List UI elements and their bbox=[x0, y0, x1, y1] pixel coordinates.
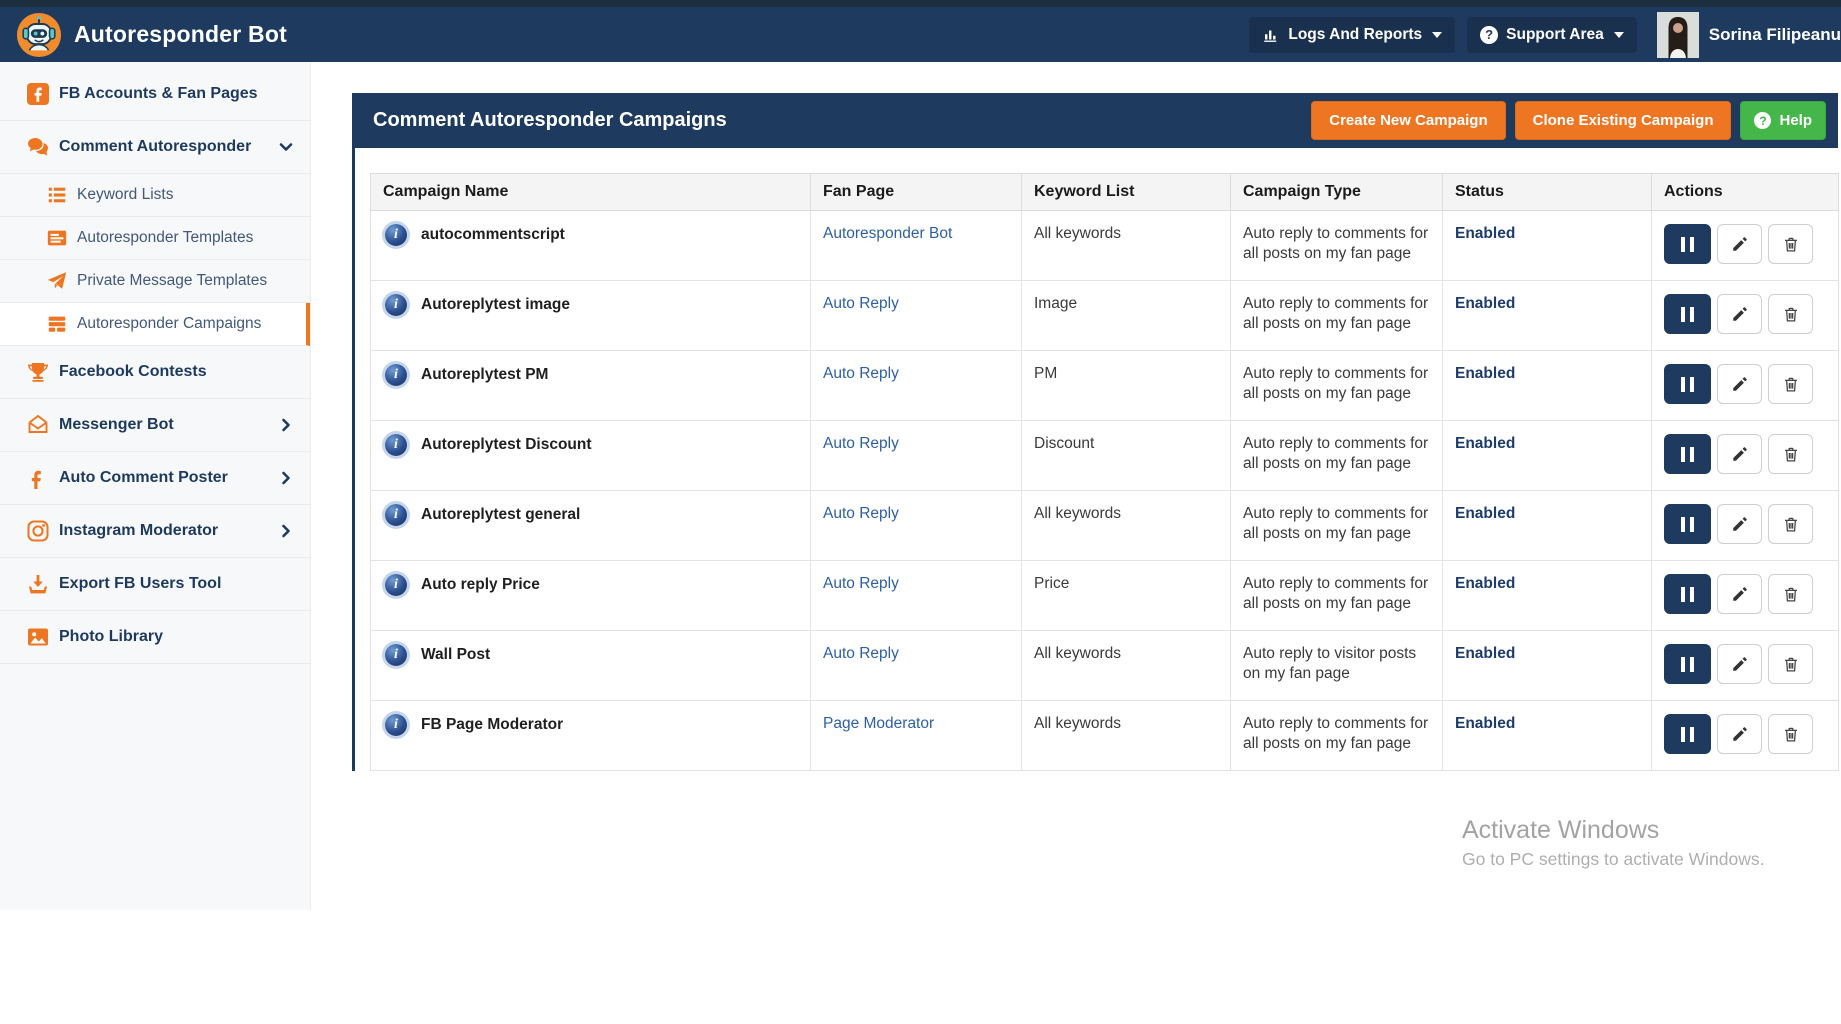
campaign-name: FB Page Moderator bbox=[421, 716, 564, 734]
button-label: Create New Campaign bbox=[1329, 112, 1488, 129]
pause-icon bbox=[1681, 727, 1694, 742]
campaigns-panel bbox=[352, 93, 1838, 771]
edit-button[interactable] bbox=[1717, 714, 1762, 754]
chevron-right-icon bbox=[278, 523, 294, 539]
page-title: Comment Autoresponder Campaigns bbox=[373, 109, 727, 131]
row-actions bbox=[1664, 644, 1826, 684]
panel-actions bbox=[1311, 101, 1826, 140]
download-tray-icon bbox=[26, 572, 50, 596]
column-header: Actions bbox=[1652, 174, 1839, 211]
row-actions bbox=[1664, 574, 1826, 614]
pause-button[interactable] bbox=[1664, 364, 1711, 404]
avatar bbox=[1657, 12, 1699, 58]
pencil-icon bbox=[1731, 725, 1749, 743]
button-label: Help bbox=[1779, 112, 1812, 129]
fan-page-link[interactable]: Auto Reply bbox=[823, 505, 899, 522]
app-header bbox=[0, 0, 1841, 62]
user-name: Sorina Filipeanu bbox=[1708, 24, 1841, 44]
fan-page-link[interactable]: Auto Reply bbox=[823, 435, 899, 452]
campaign-name: Autoreplytest Discount bbox=[421, 436, 592, 454]
delete-button[interactable] bbox=[1768, 294, 1813, 334]
campaign-type-value: Auto reply to comments for all posts on my fan page bbox=[1243, 295, 1429, 332]
paper-plane-icon bbox=[46, 270, 68, 292]
chevron-down-icon bbox=[1432, 32, 1442, 38]
pencil-icon bbox=[1731, 235, 1749, 253]
table-body bbox=[371, 211, 1839, 771]
status-badge: Enabled bbox=[1455, 365, 1516, 382]
keyword-list-value: PM bbox=[1034, 365, 1058, 382]
comments-icon bbox=[26, 135, 50, 159]
chevron-down-icon bbox=[1614, 32, 1624, 38]
keyword-list-value: Price bbox=[1034, 575, 1070, 592]
campaign-type-value: Auto reply to comments for all posts on my fan page bbox=[1243, 365, 1429, 402]
panel-header bbox=[355, 93, 1838, 148]
status-badge: Enabled bbox=[1455, 715, 1516, 732]
photo-icon bbox=[26, 625, 50, 649]
campaign-name: autocommentscript bbox=[421, 226, 565, 244]
status-badge: Enabled bbox=[1455, 645, 1516, 662]
trash-icon bbox=[1782, 235, 1800, 254]
pencil-icon bbox=[1731, 585, 1749, 603]
pencil-icon bbox=[1731, 305, 1749, 323]
row-actions bbox=[1664, 714, 1826, 754]
sidebar-item-autoresponder-campaigns[interactable]: Autoresponder Campaigns bbox=[0, 303, 310, 346]
campaign-type-value: Auto reply to visitor posts on my fan page bbox=[1243, 645, 1417, 682]
info-icon[interactable] bbox=[385, 294, 407, 316]
column-header: Fan Page bbox=[811, 174, 1022, 211]
info-icon[interactable] bbox=[385, 224, 407, 246]
pencil-icon bbox=[1731, 445, 1749, 463]
delete-button[interactable] bbox=[1768, 434, 1813, 474]
pause-icon bbox=[1681, 587, 1694, 602]
campaign-name: Auto reply Price bbox=[421, 576, 540, 594]
delete-button[interactable] bbox=[1768, 224, 1813, 264]
table-row bbox=[371, 701, 1839, 771]
pencil-icon bbox=[1731, 655, 1749, 673]
row-actions bbox=[1664, 364, 1826, 404]
sidebar-item-comment-autoresponder[interactable]: Comment Autoresponder bbox=[0, 121, 310, 174]
pause-button[interactable] bbox=[1664, 714, 1711, 754]
watermark-line1: Activate Windows bbox=[1462, 816, 1660, 844]
pause-button[interactable] bbox=[1664, 504, 1711, 544]
table-row bbox=[371, 561, 1839, 631]
sidebar-item-auto-comment-poster[interactable]: Auto Comment Poster bbox=[0, 452, 310, 505]
create-new-campaign-button[interactable] bbox=[1311, 101, 1505, 140]
campaign-type-value: Auto reply to comments for all posts on my fan page bbox=[1243, 225, 1429, 262]
column-header: Status bbox=[1443, 174, 1652, 211]
instagram-icon bbox=[26, 519, 50, 543]
table-row bbox=[371, 421, 1839, 491]
campaign-type-value: Auto reply to comments for all posts on my fan page bbox=[1243, 715, 1429, 752]
sidebar-item-autoresponder-templates[interactable]: Autoresponder Templates bbox=[0, 217, 310, 260]
campaign-name: Wall Post bbox=[421, 646, 491, 664]
campaign-name: Autoreplytest PM bbox=[421, 366, 549, 384]
pencil-icon bbox=[1731, 375, 1749, 393]
envelope-icon bbox=[26, 413, 50, 437]
status-badge: Enabled bbox=[1455, 575, 1516, 592]
panel-body bbox=[355, 148, 1838, 771]
keyword-list-value: Discount bbox=[1034, 435, 1095, 452]
robot-logo-icon bbox=[16, 12, 62, 58]
sidebar-item-instagram-moderator[interactable]: Instagram Moderator bbox=[0, 505, 310, 558]
pause-icon bbox=[1681, 307, 1694, 322]
pause-button[interactable] bbox=[1664, 434, 1711, 474]
edit-button[interactable] bbox=[1717, 364, 1762, 404]
row-actions bbox=[1664, 504, 1826, 544]
nav-label: Support Area bbox=[1506, 25, 1604, 43]
pause-icon bbox=[1681, 517, 1694, 532]
delete-button[interactable] bbox=[1768, 364, 1813, 404]
fan-page-link[interactable]: Auto Reply bbox=[823, 365, 899, 382]
keyword-list-value: All keywords bbox=[1034, 505, 1121, 522]
user-menu[interactable] bbox=[1657, 12, 1841, 58]
status-badge: Enabled bbox=[1455, 295, 1516, 312]
facebook-square-icon bbox=[26, 82, 50, 106]
info-icon[interactable] bbox=[385, 364, 407, 386]
trash-icon bbox=[1782, 375, 1800, 394]
keyword-list-value: All keywords bbox=[1034, 715, 1121, 732]
facebook-f-icon bbox=[26, 466, 50, 490]
row-actions bbox=[1664, 434, 1826, 474]
sidebar-item-private-message-templates[interactable]: Private Message Templates bbox=[0, 260, 310, 303]
fan-page-link[interactable]: Auto Reply bbox=[823, 575, 899, 592]
edit-button[interactable] bbox=[1717, 644, 1762, 684]
trophy-icon bbox=[26, 360, 50, 384]
fan-page-link[interactable]: Auto Reply bbox=[823, 295, 899, 312]
fan-page-link[interactable]: Page Moderator bbox=[823, 715, 935, 732]
chevron-down-icon bbox=[278, 139, 294, 155]
table-header-row bbox=[371, 174, 1839, 211]
pause-icon bbox=[1681, 447, 1694, 462]
edit-button[interactable] bbox=[1717, 294, 1762, 334]
pause-icon bbox=[1681, 237, 1694, 252]
campaign-type-value: Auto reply to comments for all posts on my fan page bbox=[1243, 435, 1429, 472]
table-row bbox=[371, 211, 1839, 281]
question-circle-icon: ? bbox=[1754, 112, 1771, 129]
watermark-line2: Go to PC settings to activate Windows. bbox=[1462, 849, 1765, 869]
fan-page-link[interactable]: Auto Reply bbox=[823, 645, 899, 662]
table-row bbox=[371, 631, 1839, 701]
info-icon[interactable] bbox=[385, 714, 407, 736]
sidebar-item-photo-library[interactable]: Photo Library bbox=[0, 611, 310, 664]
question-circle-icon: ? bbox=[1480, 26, 1498, 44]
status-badge: Enabled bbox=[1455, 435, 1516, 452]
fan-page-link[interactable]: Autoresponder Bot bbox=[823, 225, 953, 242]
trash-icon bbox=[1782, 305, 1800, 324]
info-icon[interactable] bbox=[385, 504, 407, 526]
delete-button[interactable] bbox=[1768, 574, 1813, 614]
edit-button[interactable] bbox=[1717, 224, 1762, 264]
stacked-bars-icon bbox=[46, 313, 68, 335]
nav-label: Logs And Reports bbox=[1288, 25, 1423, 43]
delete-button[interactable] bbox=[1768, 644, 1813, 684]
edit-button[interactable] bbox=[1717, 504, 1762, 544]
list-icon bbox=[46, 184, 68, 206]
delete-button[interactable] bbox=[1768, 714, 1813, 754]
info-icon[interactable] bbox=[385, 434, 407, 456]
sidebar-item-messenger-bot[interactable]: Messenger Bot bbox=[0, 399, 310, 452]
table-row bbox=[371, 351, 1839, 421]
pencil-icon bbox=[1731, 515, 1749, 533]
sidebar-nav bbox=[0, 62, 311, 910]
keyword-list-value: All keywords bbox=[1034, 225, 1121, 242]
help-button[interactable] bbox=[1740, 101, 1826, 140]
pause-button[interactable] bbox=[1664, 574, 1711, 614]
edit-button[interactable] bbox=[1717, 434, 1762, 474]
row-actions bbox=[1664, 294, 1826, 334]
status-badge: Enabled bbox=[1455, 225, 1516, 242]
keyword-list-value: Image bbox=[1034, 295, 1078, 312]
nav-support-area[interactable] bbox=[1467, 17, 1637, 53]
table-row bbox=[371, 491, 1839, 561]
pause-button[interactable] bbox=[1664, 294, 1711, 334]
pause-button[interactable] bbox=[1664, 224, 1711, 264]
info-icon[interactable] bbox=[385, 644, 407, 666]
chevron-right-icon bbox=[278, 470, 294, 486]
sidebar-item-fb-accounts-fan-pages[interactable]: FB Accounts & Fan Pages bbox=[0, 68, 310, 121]
trash-icon bbox=[1782, 585, 1800, 604]
sidebar-item-export-fb-users-tool[interactable]: Export FB Users Tool bbox=[0, 558, 310, 611]
chevron-right-icon bbox=[278, 417, 294, 433]
button-label: Clone Existing Campaign bbox=[1532, 112, 1714, 129]
delete-button[interactable] bbox=[1768, 504, 1813, 544]
campaigns-table bbox=[370, 173, 1839, 771]
bar-chart-icon bbox=[1262, 26, 1280, 44]
column-header: Campaign Name bbox=[371, 174, 811, 211]
nav-logs-and-reports[interactable] bbox=[1249, 17, 1455, 53]
campaign-name: Autoreplytest image bbox=[421, 296, 571, 314]
row-actions bbox=[1664, 224, 1826, 264]
campaign-type-value: Auto reply to comments for all posts on my fan page bbox=[1243, 505, 1429, 542]
pause-icon bbox=[1681, 657, 1694, 672]
trash-icon bbox=[1782, 445, 1800, 464]
clone-existing-campaign-button[interactable] bbox=[1515, 101, 1732, 140]
keyword-list-value: All keywords bbox=[1034, 645, 1121, 662]
template-card-icon bbox=[46, 227, 68, 249]
campaign-name: Autoreplytest general bbox=[421, 506, 581, 524]
trash-icon bbox=[1782, 515, 1800, 534]
app-title: Autoresponder Bot bbox=[74, 21, 287, 47]
pause-icon bbox=[1681, 377, 1694, 392]
column-header: Campaign Type bbox=[1231, 174, 1443, 211]
info-icon[interactable] bbox=[385, 574, 407, 596]
trash-icon bbox=[1782, 655, 1800, 674]
edit-button[interactable] bbox=[1717, 574, 1762, 614]
main-content bbox=[311, 62, 1841, 910]
pause-button[interactable] bbox=[1664, 644, 1711, 684]
status-badge: Enabled bbox=[1455, 505, 1516, 522]
table-row bbox=[371, 281, 1839, 351]
column-header: Keyword List bbox=[1022, 174, 1231, 211]
trash-icon bbox=[1782, 725, 1800, 744]
header-nav bbox=[1249, 12, 1841, 58]
sidebar-item-keyword-lists[interactable]: Keyword Lists bbox=[0, 174, 310, 217]
sidebar-item-facebook-contests[interactable]: Facebook Contests bbox=[0, 346, 310, 399]
campaign-type-value: Auto reply to comments for all posts on my fan page bbox=[1243, 575, 1429, 612]
